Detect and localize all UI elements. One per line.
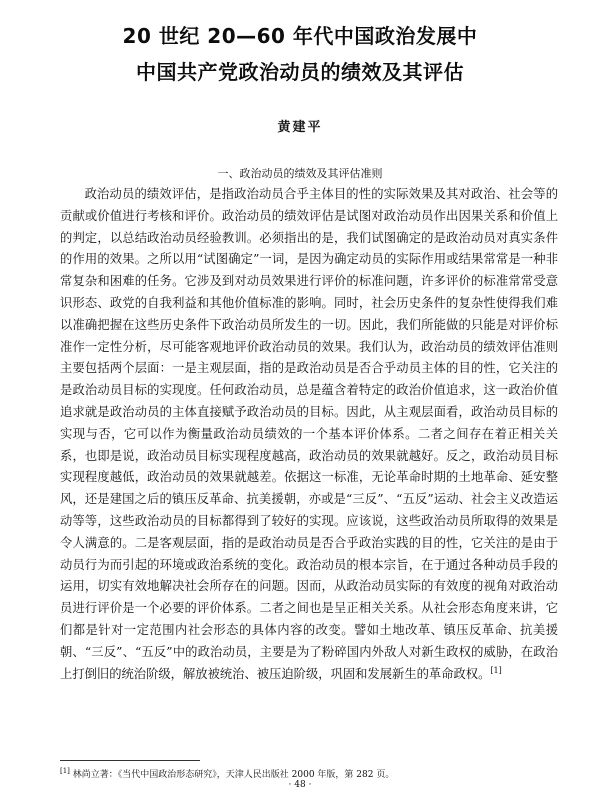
page-number: · 48 · — [288, 780, 312, 790]
footnote-divider — [60, 760, 200, 761]
title-line-1: 20 世纪 20—60 年代中国政治发展中 — [122, 24, 478, 48]
footnote — [60, 765, 558, 781]
body-paragraph — [60, 184, 558, 685]
footnote-text: 林尚立著：《当代中国政治形态研究》，天津人民出版社 2000 年版，第 282 页。 — [72, 770, 395, 780]
title-line-2: 中国共产党政治动员的绩效及其评估 — [136, 60, 464, 84]
footnote-reference: [1] — [490, 665, 502, 675]
footnote-marker: [1] — [60, 767, 70, 775]
section-heading: 一、政治动员的绩效及其评估准则 — [217, 167, 383, 180]
author-name: 黄建平 — [277, 120, 323, 135]
body-text: 政治动员的绩效评估，是指政治动员合乎主体目的性的实际效果及其对政治、社会等的贡献或价值进行考核和评价。政治动员的绩效评估是试图对政治动员作出因果关系和价值上的判定，以总结政治动员经验教训。必须指出的是，我们试图确定的是政治动员对真实条件的作用的效果。之所以用“试图确定”一词，是因为确定动员的实际作用或结果常常是一种非常复杂和困难的任务。它涉及到对动员效果进行评价的标准问题，许多评价的标准常常受意识形态、政党的自我利益和其他价值标准的影响。同时，社会历史条件的复杂性使得我们难以准确把握在这些历史条件下政治动员所发生的一切。因此，我们所能做的只能是对评价标准作一定性分析，尽可能客观地评价政治动员的效果。我们认为，政治动员的绩效评估准则主要包括两个层面：一是主观层面，指的是政治动员是否合乎动员主体的目的性，它关注的是政治动员目标的实现度。任何政治动员，总是蕴含着特定的政治价值追求，这一政治价值追求就是政治动员的主体直接赋予政治动员的目标。因此，从主观层面看，政治动员目标的实现与否，它可以作为衡量政治动员绩效的一个基本评价体系。二者之间存在着正相关关系，也即是说，政治动员目标实现程度越高，政治动员的效果就越好。反之，政治动员目标实现程度越低，政治动员的效果就越差。依据这一标准，无论革命时期的土地革命、延安整风，还是建国之后的镇压反革命、抗美援朝，亦或是“三反”、“五反”运动、社会主义改造运动等等，这些政治动员的目标都得到了较好的实现。应该说，这些政治动员所取得的效果是令人满意的。二是客观层面，指的是政治动员是否合乎政治实践的目的性，它关注的是由于动员行为而引起的环境或政治系统的变化。政治动员的根本宗旨，在于通过各种动员手段的运用，切实有效地解决社会所存在的问题。因而，从政治动员实际的有效度的视角对政治动员进行评价是一个必要的评价体系。二者之间也是呈正相关关系。从社会形态角度来讲，它们都是针对一定范围内社会形态的具体内容的改变。譬如土地改革、镇压反革命、抗美援朝、“三反”、“五反”中的政治动员，主要是为了粉碎国内外敌人对新生政权的威胁，在政治上打倒旧的统治阶级，解放被统治、被压迫阶级，巩固和发展新生的革命政权。 — [60, 187, 558, 681]
